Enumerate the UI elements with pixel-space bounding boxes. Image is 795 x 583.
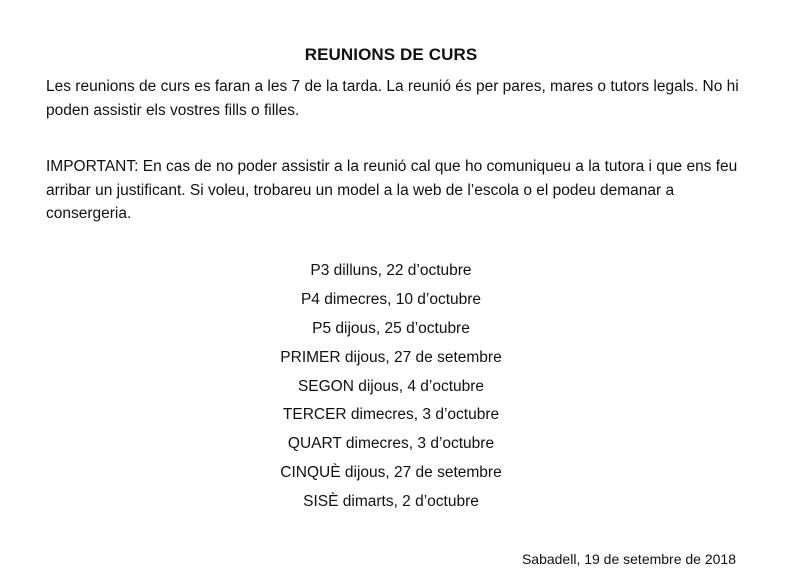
date-signature: Sabadell, 19 de setembre de 2018 [521, 551, 736, 567]
schedule-item-p3: P3 dilluns, 22 d’octubre [310, 262, 472, 279]
schedule-item-tercer: TERCER dimecres, 3 d’octubre [282, 406, 500, 424]
schedule-item-sise: SISÈ dimarts, 2 d’octubre [303, 493, 479, 511]
schedule-item-p4: P4 dimecres, 10 d’octubre [300, 290, 482, 308]
schedule-item-quart: QUART dimecres, 3 d’octubre [287, 435, 495, 453]
document-title: REUNIONS DE CURS [304, 45, 478, 64]
intro-paragraph: Les reunions de curs es faran a les 7 de la tarda. La reunió és per pares, mares o tutors legals. No hi poden assistir els vostres fills o filles. [46, 78, 739, 119]
schedule-item-primer: PRIMER dijous, 27 de setembre [280, 348, 502, 366]
meeting-schedule-list [0, 259, 782, 519]
schedule-item-cinque: CINQUÈ dijous, 27 de setembre [280, 464, 502, 482]
schedule-item-p5: P5 dijous, 25 d’octubre [312, 319, 470, 337]
important-paragraph: IMPORTANT: En cas de no poder assistir a la reunió cal que ho comuniqueu a la tutora i que ens feu arribar un justificant. Si voleu, trobareu un model a la web de l’escola o el podeu demanar a consergeria. [46, 158, 738, 222]
schedule-item-segon: SEGON dijous, 4 d’octubre [297, 377, 485, 395]
